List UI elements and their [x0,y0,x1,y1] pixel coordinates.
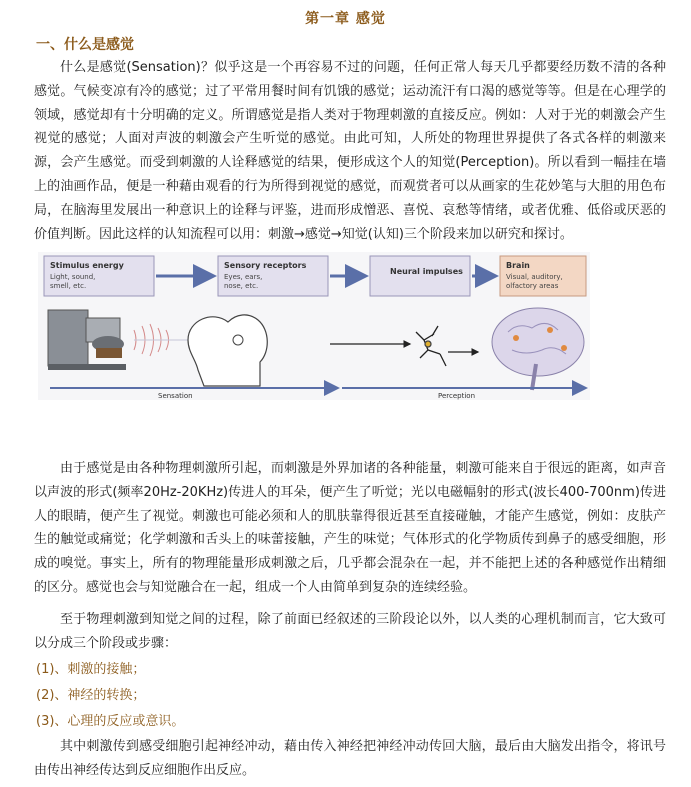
box-neural [370,256,470,296]
box-brain [500,256,586,296]
paragraph-stages-intro: 至于物理刺激到知觉之间的过程，除了前面已经叙述的三阶段论以外，以人类的心理机制而言，它大致可以分成三个阶段或步骤： [34,612,666,651]
sensation-perception-diagram [38,252,590,400]
label-sensation: Sensation [158,392,193,400]
chapter-title: 第一章 感觉 [305,11,386,27]
paragraph-stimulus-types: 由于感觉是由各种物理刺激所引起，而刺激是外界加诸的各种能量，刺激可能来自于很远的距离，如声音以声波的形式(频率20Hz-20KHz)传进人的耳朵，便产生了听觉；光以电磁幅射的形式(波长400-700nm)传进人的眼睛，便产生了视觉。刺激也可能必须和人的肌肤靠得很近甚至直接碰触，才能产生感觉，例如：皮肤产生的触觉或痛觉；化学刺激和舌头上的味蕾接触，产生的味觉；气体形式的化学物质传到鼻子的感受细胞，形成的嗅觉。事实上，所有的物理能量形成刺激之后，几乎都会混杂在一起，并不能把上述的各种感觉作出精细的区分。感觉也会与知觉融合在一起，组成一个人由简单到复杂的连续经验。 [34,461,666,595]
box-receptors-sub1: Eyes, ears, [224,273,263,281]
steps-list [36,657,636,735]
box-stimulus-sub1: Light, sound, [50,273,96,281]
box-brain-sub1: Visual, auditory, [506,273,563,281]
box-brain-title: Brain [506,261,530,270]
box-neural-title: Neural impulses [390,267,463,276]
box-stimulus-sub2: smell, etc. [50,282,87,290]
label-perception: Perception [438,392,476,400]
step-item: (2)、神经的转换； [36,688,146,703]
box-stimulus-title: Stimulus energy [50,261,124,270]
box-brain-sub2: olfactory areas [506,282,559,290]
paragraph-definition: 什么是感觉(Sensation)？似乎这是一个再容易不过的问题，任何正常人每天几乎都要经历数不清的各种感觉。气候变凉有冷的感觉；过了平常用餐时间有饥饿的感觉；运动流汗有口渴的感觉等等。但是在心理学的领域，感觉却有十分明确的定义。所谓感觉是指人类对于物理刺激的直接反应。例如：人对于光的刺激会产生视觉的感觉；人面对声波的刺激会产生听觉的感觉。由此可知，人所处的物理世界提供了各式各样的刺激来源，会产生感觉。而受到刺激的人诠释感觉的结果，便形成这个人的知觉(Perception)。所以看到一幅挂在墙上的油画作品，便是一种藉由观看的行为所得到视觉的感觉，而观赏者可以从画家的生花妙笔与大胆的用色布局，在脑海里发展出一种意识上的诠释与评鉴，进而形成憎恶、喜悦、哀愁等情绪，或者优雅、低俗或厌恶的价值判断。因此这样的认知流程可以用：刺激→感觉→知觉(认知)三个阶段来加以研究和探讨。 [34,60,666,242]
head-profile-illustration [188,315,267,386]
step-item: (3)、心理的反应或意识。 [36,714,185,729]
box-receptors-sub2: nose, etc. [224,282,259,290]
box-receptors [218,256,328,296]
box-receptors-title: Sensory receptors [224,261,307,270]
section-heading: 一、什么是感觉 [36,37,134,53]
paragraph-neural-process: 其中刺激传到感受细胞引起神经冲动，藉由传入神经把神经冲动传回大脑，最后由大脑发出指令，将讯号由传出神经传达到反应细胞作出反应。 [34,739,666,778]
step-item: (1)、刺激的接触； [36,662,146,677]
box-stimulus [44,256,154,296]
